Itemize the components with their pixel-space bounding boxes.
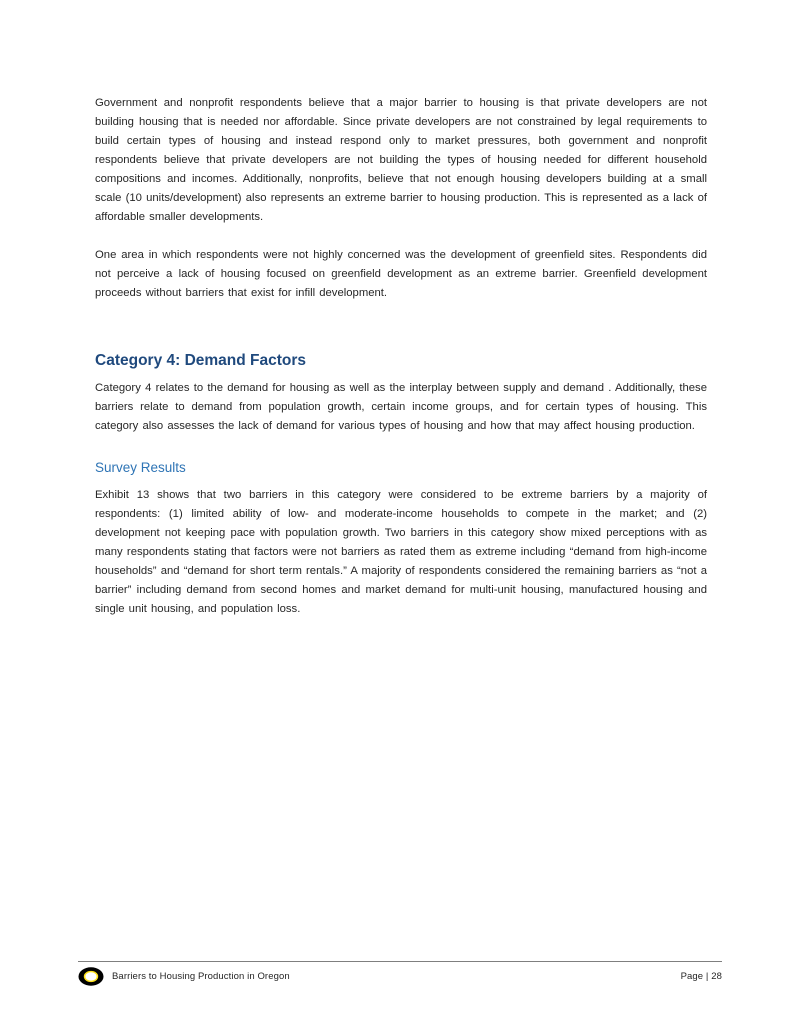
paragraph-exhibit-13: Exhibit 13 shows that two barriers in this category were considered to be extreme barriers by a majority of respondents: (1) limited ability of low- and moderate-income households to compete in the market; and (2) development not keeping pace with population growth. Two barriers in this category show mixed perceptions with as many respondents stating that factors were not barriers as rated them as extreme including “demand from high-income households” and “demand for short term rentals.” A majority of respondents considered the remaining barriers as “not a barrier” including demand from second homes and market demand for multi-unit housing, manufactured housing and single unit housing, and population loss. — [95, 489, 707, 615]
paragraph-greenfield: One area in which respondents were not highly concerned was the development of greenfield sites. Respondents did not perceive a lack of housing focused on greenfield development as an extreme barrier. Greenfield development proceeds without barriers that exist for infill development. — [95, 249, 707, 299]
sub-heading-survey-results: Survey Results — [95, 460, 186, 475]
page-content — [95, 94, 707, 619]
oregon-o-logo-icon — [78, 967, 104, 986]
footer-page-number: Page | 28 — [680, 971, 722, 982]
footer-left-group — [78, 967, 290, 986]
section-heading-category-4: Category 4: Demand Factors — [95, 352, 307, 369]
paragraph-private-developers: Government and nonprofit respondents believe that a major barrier to housing is that private developers are not building housing that is needed nor affordable. Since private developers are not constrained by legal requirements to build certain types of housing and instead respond only to market pressures, both government and nonprofit respondents believe that private developers are not building the types of housing needed for different household compositions and incomes. Additionally, nonprofits, believe that not enough housing developers building at a small scale (10 units/development) also represents an extreme barrier to housing production. This is represented as a lack of affordable smaller developments. — [95, 97, 707, 223]
page-footer — [78, 961, 722, 986]
paragraph-category-4-intro: Category 4 relates to the demand for housing as well as the interplay between supply and demand . Additionally, these barriers relate to demand from population growth, certain income groups, and for certain types of housing. This category also assesses the lack of demand for various types of housing and how that may affect housing production. — [95, 382, 707, 432]
footer-doc-title: Barriers to Housing Production in Oregon — [112, 971, 290, 982]
